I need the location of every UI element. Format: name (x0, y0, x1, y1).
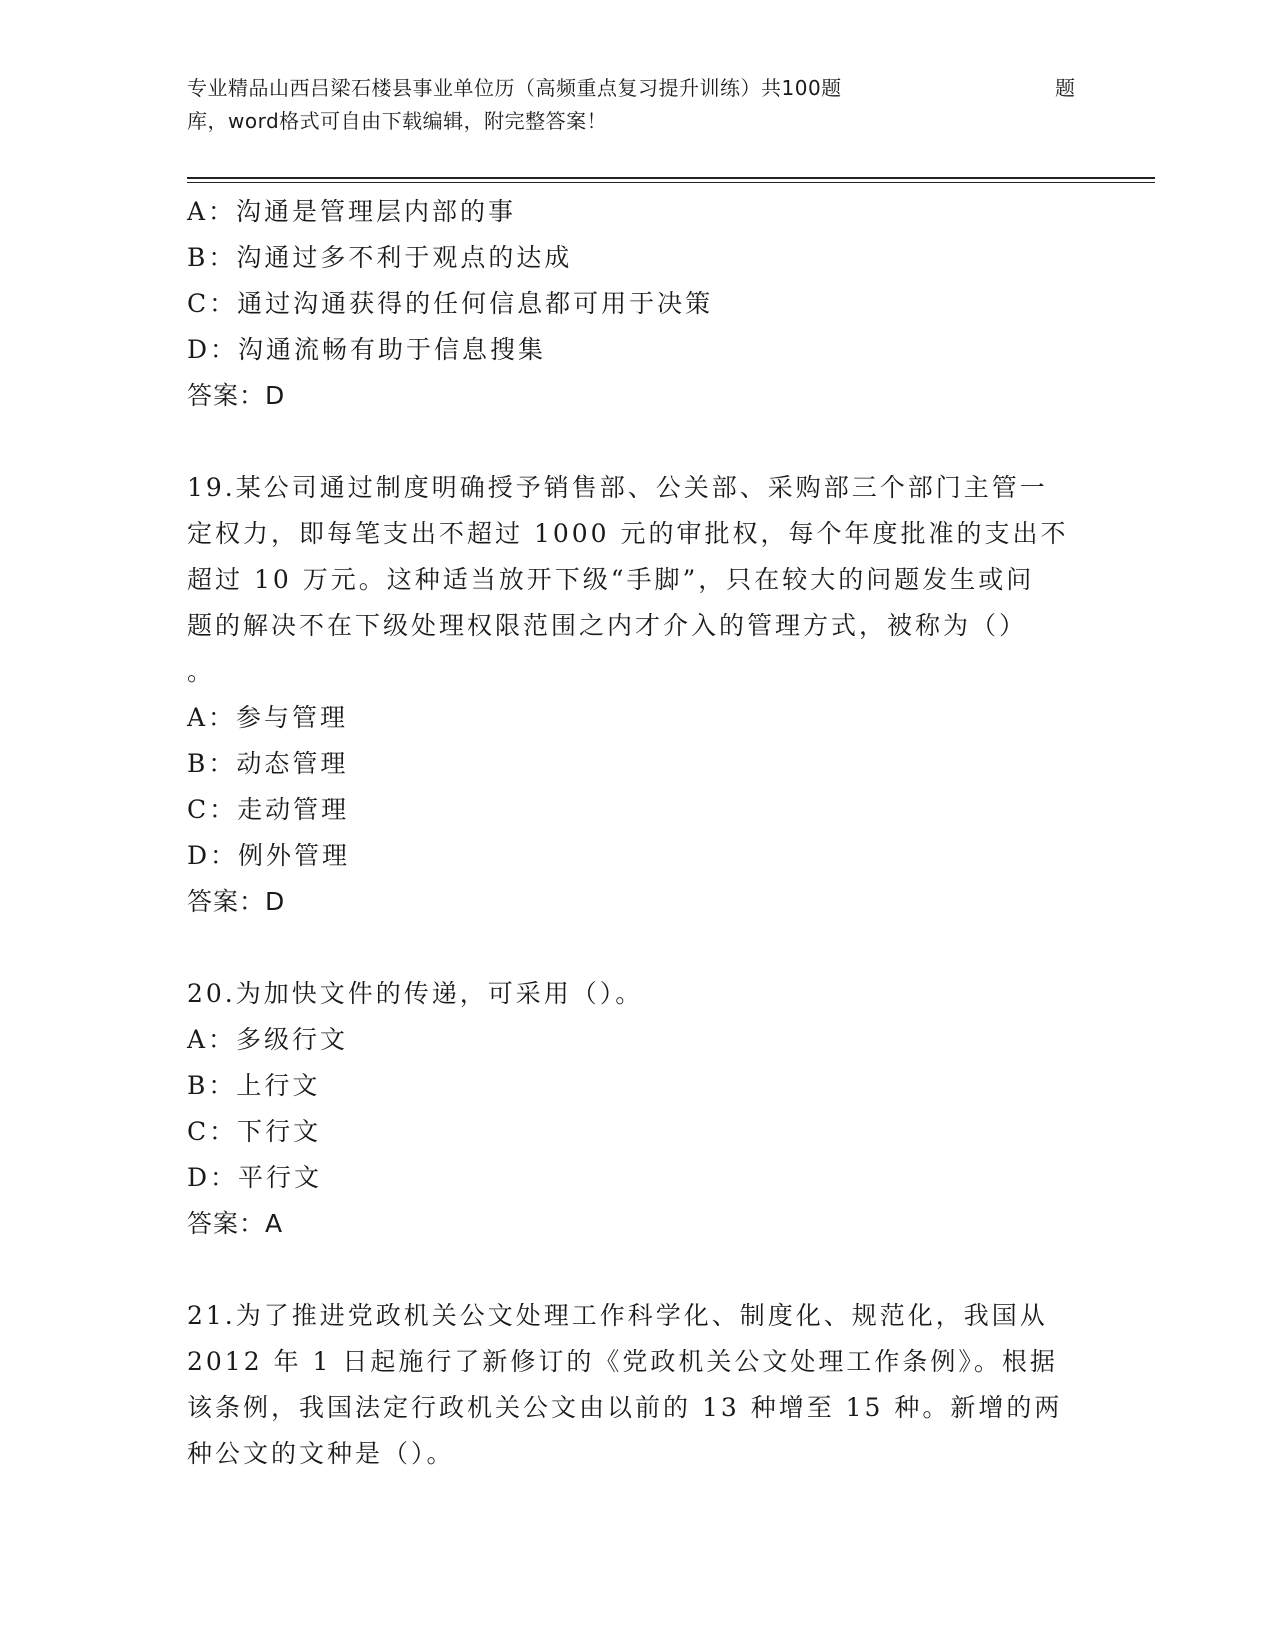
question-spacer (187, 419, 1077, 465)
question-spacer (187, 1247, 1077, 1293)
header-line-2: 库，word格式可自由下载编辑，附完整答案！ (187, 109, 608, 133)
question-18-option-b: B：沟通过多不利于观点的达成 (187, 243, 573, 272)
question-19-answer: 答案：D (187, 887, 286, 916)
question-20-answer: 答案：A (187, 1209, 284, 1238)
question-18-answer: 答案：D (187, 381, 286, 410)
question-19-option-b: B：动态管理 (187, 749, 349, 778)
question-21-stem-line: 2012 年 1 日起施行了新修订的《党政机关公文处理工作条例》。根据 (187, 1347, 1058, 1376)
question-19-option-d: D：例外管理 (187, 841, 351, 870)
question-19-option-a: A：参与管理 (187, 703, 349, 732)
question-19-stem-line: 题的解决不在下级处理权限范围之内才介入的管理方式，被称为（） (187, 611, 1028, 640)
question-18-option-c: C：通过沟通获得的任何信息都可用于决策 (187, 289, 714, 318)
question-18-option-d: D：沟通流畅有助于信息搜集 (187, 335, 547, 364)
header-divider-thin (187, 182, 1155, 183)
question-20-stem-line: 20.为加快文件的传递，可采用（）。 (187, 979, 644, 1008)
question-21-stem-line: 该条例，我国法定行政机关公文由以前的 13 种增至 15 种。新增的两 (187, 1393, 1063, 1422)
question-18-option-a: A：沟通是管理层内部的事 (187, 197, 517, 226)
question-20-option-c: C：下行文 (187, 1117, 322, 1146)
question-20-option-a: A：多级行文 (187, 1025, 349, 1054)
header-line-1: 专业精品山西吕梁石楼县事业单位历（高频重点复习提升训练）共100题 (187, 76, 842, 100)
question-20 (187, 971, 1077, 1247)
question-19-stem-line: 超过 10 万元。这种适当放开下级“手脚”，只在较大的问题发生或问 (187, 565, 1035, 594)
header-line-1-tail: 题 (1055, 76, 1076, 100)
header-divider-thick (187, 177, 1155, 179)
question-19 (187, 465, 1077, 925)
question-spacer (187, 925, 1077, 971)
question-20-option-b: B：上行文 (187, 1071, 321, 1100)
question-18 (187, 189, 1077, 419)
document-header (187, 72, 1077, 138)
question-19-option-c: C：走动管理 (187, 795, 350, 824)
question-19-stem-line: 。 (187, 657, 216, 686)
question-19-stem-line: 定权力，即每笔支出不超过 1000 元的审批权，每个年度批准的支出不 (187, 519, 1069, 548)
question-21-stem-line: 21.为了推进党政机关公文处理工作科学化、制度化、规范化，我国从 (187, 1301, 1048, 1330)
question-content (187, 189, 1077, 1477)
question-21 (187, 1293, 1077, 1477)
question-19-stem-line: 19.某公司通过制度明确授予销售部、公关部、采购部三个部门主管一 (187, 473, 1048, 502)
question-21-stem-line: 种公文的文种是（）。 (187, 1439, 455, 1468)
question-20-option-d: D：平行文 (187, 1163, 323, 1192)
